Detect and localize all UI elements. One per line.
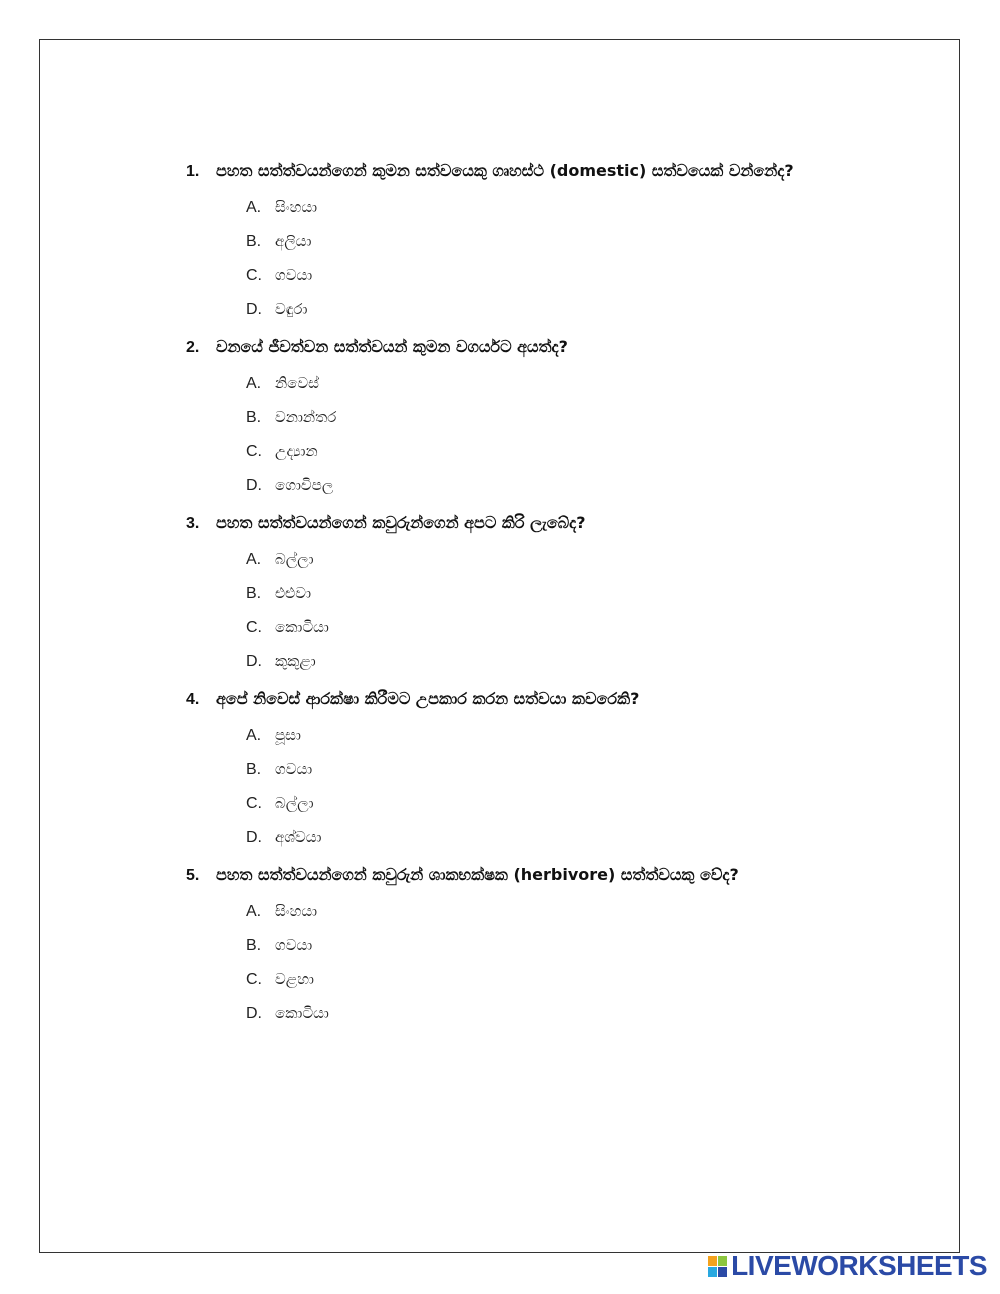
question-heading	[186, 686, 986, 712]
option-text: උද්‍යාන	[275, 442, 318, 460]
option-a[interactable]	[186, 718, 986, 752]
option-text: කොටියා	[275, 1004, 329, 1022]
option-text: වනාන්තර	[275, 408, 337, 426]
option-letter: A.	[246, 903, 262, 920]
liveworksheets-brand	[708, 1250, 987, 1282]
option-a[interactable]	[186, 894, 986, 928]
option-letter: D.	[246, 653, 262, 670]
question-number: 4.	[186, 691, 200, 708]
option-text: සිංහයා	[275, 198, 318, 216]
question-text: වනයේ ජීවත්වන සත්ත්වයන් කුමන වගර්යට අයත්ද?	[216, 337, 568, 356]
option-c[interactable]	[186, 258, 986, 292]
liveworksheets-logo-icon	[708, 1256, 727, 1277]
option-letter: A.	[246, 551, 262, 568]
answer-options	[186, 718, 986, 854]
question-1	[186, 158, 986, 326]
option-a[interactable]	[186, 190, 986, 224]
option-d[interactable]	[186, 644, 986, 678]
logo-square-blue	[718, 1267, 727, 1277]
option-c[interactable]	[186, 434, 986, 468]
option-letter: B.	[246, 761, 262, 778]
option-b[interactable]	[186, 400, 986, 434]
question-4	[186, 686, 986, 854]
option-d[interactable]	[186, 468, 986, 502]
option-letter: B.	[246, 233, 262, 250]
option-letter: B.	[246, 409, 262, 426]
option-letter: C.	[246, 619, 262, 636]
option-d[interactable]	[186, 820, 986, 854]
answer-options	[186, 190, 986, 326]
option-letter: D.	[246, 301, 262, 318]
question-text: අපේ නිවෙස් ආරක්ෂා කිරීමට උපකාර කරන සත්වයා කවරෙකි?	[216, 689, 640, 708]
option-text: ගවයා	[275, 936, 313, 954]
option-c[interactable]	[186, 962, 986, 996]
question-heading	[186, 510, 986, 536]
logo-square-green	[718, 1256, 727, 1266]
option-text: එළුවා	[275, 584, 312, 602]
option-text: වඳුරා	[275, 300, 308, 318]
question-number: 5.	[186, 867, 200, 884]
option-text: ගවයා	[275, 266, 313, 284]
option-text: සිංහයා	[275, 902, 318, 920]
question-heading	[186, 334, 986, 360]
option-letter: D.	[246, 1005, 262, 1022]
option-c[interactable]	[186, 786, 986, 820]
question-3	[186, 510, 986, 678]
option-b[interactable]	[186, 224, 986, 258]
option-b[interactable]	[186, 928, 986, 962]
option-letter: C.	[246, 795, 262, 812]
option-text: පූසා	[275, 726, 301, 744]
question-text: පහත සත්ත්වයන්ගෙන් කුමන සත්වයෙකු ගෘහස්ථ (domestic) සත්වයෙක් වන්නේද?	[216, 161, 794, 180]
option-letter: D.	[246, 477, 262, 494]
option-b[interactable]	[186, 576, 986, 610]
question-text: පහත සත්ත්වයන්ගෙන් කවුරුන්ගෙන් අපට කිරි ලැබේද?	[216, 513, 586, 532]
option-text: නිවෙස්	[275, 374, 319, 392]
question-5	[186, 862, 986, 1030]
question-number: 1.	[186, 163, 200, 180]
option-text: අශ්වයා	[275, 828, 322, 846]
question-number: 2.	[186, 339, 200, 356]
logo-square-cyan	[708, 1267, 717, 1277]
option-letter: B.	[246, 585, 262, 602]
option-b[interactable]	[186, 752, 986, 786]
option-text: කොටියා	[275, 618, 329, 636]
option-text: කුකුළා	[275, 652, 316, 670]
question-2	[186, 334, 986, 502]
logo-square-orange	[708, 1256, 717, 1266]
option-letter: D.	[246, 829, 262, 846]
option-text: බල්ලා	[275, 550, 314, 568]
worksheet-page	[39, 39, 960, 1253]
option-text: අලියා	[275, 232, 312, 250]
option-text: ගවයා	[275, 760, 313, 778]
question-heading	[186, 158, 986, 184]
brand-wordmark: LIVEWORKSHEETS	[731, 1250, 987, 1281]
option-d[interactable]	[186, 292, 986, 326]
answer-options	[186, 542, 986, 678]
option-letter: B.	[246, 937, 262, 954]
option-letter: C.	[246, 267, 262, 284]
question-text: පහත සත්ත්වයන්ගෙන් කවුරුන් ශාකභක්ෂක (herbivore) සත්ත්වයකු වේද?	[216, 865, 739, 884]
answer-options	[186, 366, 986, 502]
answer-options	[186, 894, 986, 1030]
question-number: 3.	[186, 515, 200, 532]
option-letter: C.	[246, 971, 262, 988]
option-c[interactable]	[186, 610, 986, 644]
question-heading	[186, 862, 986, 888]
option-letter: C.	[246, 443, 262, 460]
option-letter: A.	[246, 199, 262, 216]
option-d[interactable]	[186, 996, 986, 1030]
question-list	[186, 158, 986, 1030]
option-letter: A.	[246, 375, 262, 392]
option-a[interactable]	[186, 366, 986, 400]
option-text: බල්ලා	[275, 794, 314, 812]
option-text: ගොවිපල	[275, 476, 334, 494]
option-a[interactable]	[186, 542, 986, 576]
option-letter: A.	[246, 727, 262, 744]
option-text: වළහා	[275, 970, 314, 988]
